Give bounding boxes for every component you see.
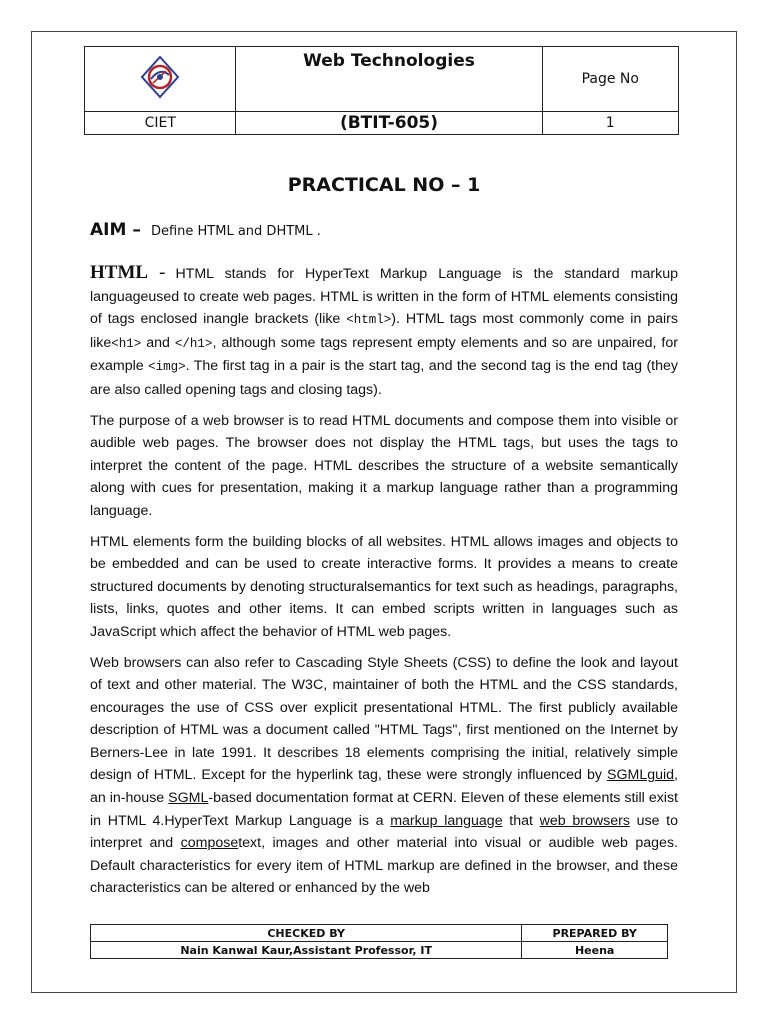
paragraph-html-elements: HTML elements form the building blocks of all websites. HTML allows images and objects to be embedded and can be used to create interactive forms. It provides a means to create structured documents by denoting structuralsemantics for text such as headings, paragraphs, lists, links, quotes and other items. It can embed scripts written in languages such as JavaScript which affect the behavior of HTML web pages. [90, 533, 678, 640]
paragraph-browser-purpose: The purpose of a web browser is to read HTML documents and compose them into visible or audible web pages. The browser does not display the HTML tags, but uses the tags to interpret the content of the page. HTML describes the structure of a website semantically along with cues for presentation, making it a markup language rather than a programming language. [90, 412, 678, 519]
page-no-label: Page No [542, 47, 678, 112]
paragraph-text: HTML stands for HyperText Markup Language is the standard markup languageused to create web pages. HTML is written in the form of HTML elements consisting of tags enclosed inangle brackets (like [90, 266, 678, 328]
link-sgmlguid[interactable]: SGMLguid [607, 767, 675, 784]
course-code: (BTIT-605) [236, 112, 542, 135]
paragraph-text: ). HTML tags most commonly come in pairs like [90, 311, 679, 351]
paragraph-text: . The first tag in a pair is the start tag, and the second tag is the end tag (they are also called opening tags and closing tags). [90, 358, 678, 398]
link-markup-language[interactable]: markup language [390, 812, 503, 829]
aim-text: Define HTML and DHTML . [150, 224, 321, 239]
checked-by-label: CHECKED BY [91, 925, 522, 942]
aim-line [90, 220, 321, 240]
body-text [90, 262, 678, 908]
paragraph-css-history [90, 652, 678, 901]
link-web-browsers[interactable]: web browsers [539, 812, 630, 829]
institute-name: CIET [85, 112, 236, 135]
paragraph-text: -based documentation format at CERN. Eleven of these elements still exist in HTML 4.HyperText Markup Language is a [90, 790, 678, 829]
header-table [84, 46, 679, 135]
link-compose[interactable]: compose [180, 835, 239, 852]
footer-table [90, 924, 668, 959]
paragraph-text: and [141, 334, 175, 351]
prepared-by-name: Heena [522, 942, 668, 959]
document-title: Web Technologies [303, 51, 475, 71]
prepared-by-label: PREPARED BY [522, 925, 668, 942]
logo-cell [85, 47, 236, 112]
page-number: 1 [542, 112, 678, 135]
paragraph-text: Web browsers can also refer to Cascading Style Sheets (CSS) to define the look and layout of text and other material. The W3C, maintainer of both the HTML and the CSS standards, encourages the use of CSS over explicit presentational HTML. The first publicly available description of HTML was a document called "HTML Tags", first mentioned on the Internet by Berners-Lee in late 1991. It describes 18 elements comprising the initial, relatively simple design of HTML. Except for the hyperlink tag, these were strongly influenced by [90, 654, 678, 784]
code-h1-open: <h1> [111, 336, 142, 351]
institute-logo-icon [140, 55, 180, 99]
paragraph-text: text, images and other material into visual or audible web pages. Default characteristics for every item of HTML markup are defined in the browser, and these characteristics can be altered or enhanced by the web [90, 835, 678, 897]
document-title-cell [236, 47, 542, 112]
paragraph-html-intro [90, 262, 678, 402]
code-html-tag: <html> [346, 313, 392, 328]
code-h1-close: </h1> [174, 336, 213, 351]
paragraph-text: that [502, 812, 540, 829]
paragraph-text: use to interpret and [90, 812, 679, 852]
link-sgml[interactable]: SGML [168, 790, 209, 807]
paragraph-text: , although some tags represent empty elements and so are unpaired, for example [90, 334, 678, 375]
html-lead-dash: - [159, 262, 166, 283]
aim-label: AIM – [90, 220, 141, 240]
paragraph-text: , an in-house [90, 767, 678, 807]
html-lead-term: HTML [90, 262, 149, 283]
checked-by-name: Nain Kanwal Kaur,Assistant Professor, IT [91, 942, 522, 959]
code-img-tag: <img> [148, 360, 186, 375]
practical-title: PRACTICAL NO – 1 [287, 174, 481, 196]
